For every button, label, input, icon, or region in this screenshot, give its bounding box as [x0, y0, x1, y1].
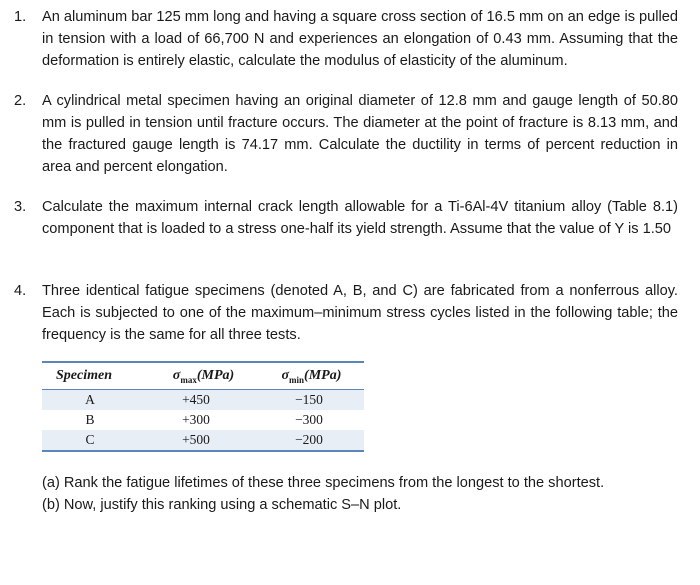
- sub-question-b: (b) Now, justify this ranking using a schematic S–N plot.: [42, 497, 402, 513]
- header-sigma-max: [148, 363, 259, 389]
- sigma-subscript: max: [180, 374, 197, 385]
- stress-cycle-table: [42, 361, 364, 452]
- sigma-subscript: min: [289, 374, 305, 385]
- table-bottom-rule: [42, 450, 364, 452]
- question-number: 1.: [14, 9, 27, 25]
- cell-sigma-max: +450: [138, 390, 254, 410]
- question-3: [14, 196, 678, 240]
- question-number: 2.: [14, 93, 27, 109]
- cell-sigma-max: +500: [138, 430, 254, 450]
- cell-specimen: A: [42, 390, 138, 410]
- table-row: [42, 390, 364, 410]
- question-4: [14, 280, 678, 346]
- cell-specimen: B: [85, 412, 95, 427]
- cell-sigma-max: +300: [182, 412, 210, 427]
- question-number: 3.: [14, 199, 27, 215]
- question-1: [14, 6, 678, 72]
- question-text: A cylindrical metal specimen having an original diameter of 12.8 mm and gauge length of 50.80 mm is pulled in tension until fracture occurs. The diameter at the point of fracture is 8.13 mm, and the fractured gauge length is 74.17 mm. Calculate the ductility in terms of percent reduction in area and percent elongation.: [42, 93, 678, 175]
- question-text: Calculate the maximum internal crack length allowable for a Ti-6Al-4V titanium alloy (Table 8.1) component that is loaded to a stress one-half its yield strength. Assume that the value of Y is 1.50: [42, 199, 678, 237]
- question-number: 4.: [14, 283, 27, 299]
- question-2: [14, 90, 678, 178]
- unit-label: (MPa): [196, 367, 235, 383]
- sigma-symbol: σ: [172, 367, 181, 383]
- question-text: Three identical fatigue specimens (denoted A, B, and C) are fabricated from a nonferrous alloy. Each is subjected to one of the maximum–minimum stress cycles listed in the following table; the frequency is the same for all three tests.: [42, 283, 678, 343]
- table-header-row: [42, 363, 364, 389]
- table-row: [42, 410, 364, 430]
- sigma-symbol: σ: [281, 367, 290, 383]
- cell-specimen: C: [42, 430, 138, 450]
- header-sigma-min: [259, 363, 364, 389]
- table-row: [42, 430, 364, 450]
- sub-question-a: (a) Rank the fatigue lifetimes of these three specimens from the longest to the shortest.: [42, 475, 605, 491]
- cell-sigma-min: −200: [254, 430, 364, 450]
- header-specimen: Specimen: [56, 368, 112, 383]
- cell-sigma-min: −150: [254, 390, 364, 410]
- cell-sigma-min: −300: [295, 412, 323, 427]
- question-text: An aluminum bar 125 mm long and having a square cross section of 16.5 mm on an edge is pulled in tension with a load of 66,700 N and experiences an elongation of 0.43 mm. Assuming that the deformation is entirely elastic, calculate the modulus of elasticity of the aluminum.: [42, 9, 679, 69]
- unit-label: (MPa): [304, 367, 342, 383]
